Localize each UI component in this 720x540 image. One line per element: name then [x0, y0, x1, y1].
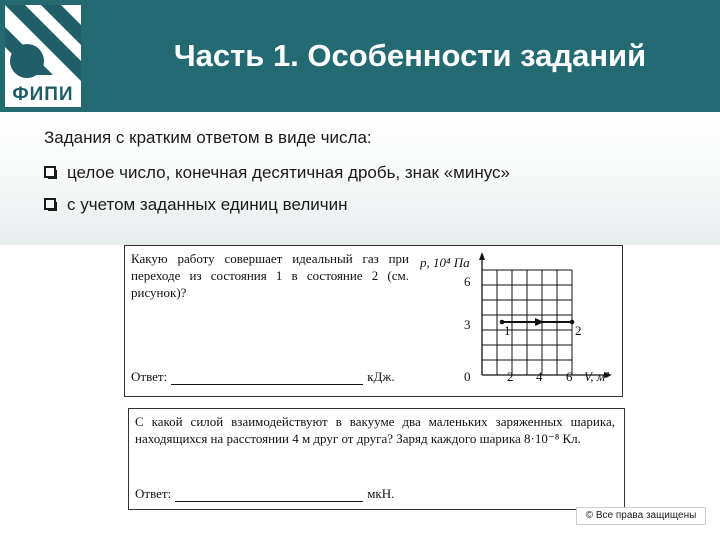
origin-label: 0: [464, 369, 471, 384]
y-tick-label: 6: [464, 274, 471, 289]
bullet-item: [44, 195, 348, 215]
pv-graph: [420, 250, 620, 392]
state-point-2: [570, 320, 575, 325]
task-card-coulomb: [128, 408, 625, 510]
header-bar: [0, 0, 720, 112]
answer-unit: мкН.: [367, 486, 395, 501]
answer-line[interactable]: [175, 501, 363, 502]
point-label-2: 2: [575, 323, 582, 338]
answer-label: Ответ:: [131, 369, 168, 384]
bullet-item: [44, 163, 510, 183]
bullet-text: с учетом заданных единиц величин: [67, 195, 348, 214]
checkbox-bullet-icon: [44, 198, 57, 211]
answer-unit: кДж.: [367, 369, 395, 384]
y-tick-label: 3: [464, 317, 471, 332]
x-tick-label: 2: [507, 369, 514, 384]
answer-label: Ответ:: [135, 486, 172, 501]
fipi-logo: [5, 5, 81, 107]
answer-row: [131, 369, 395, 385]
answer-line[interactable]: [171, 384, 363, 385]
x-tick-label: 6: [566, 369, 573, 384]
logo-text: ФИПИ: [12, 84, 74, 105]
process-arrow-icon: [535, 318, 544, 326]
intro-text: Задания с кратким ответом в виде числа:: [44, 128, 372, 147]
y-axis-label: p, 10⁴ Па: [420, 255, 470, 270]
bullet-text: целое число, конечная десятичная дробь, знак «минус»: [67, 163, 510, 182]
page-title: Часть 1. Особенности заданий: [173, 38, 647, 73]
task-question: С какой силой взаимодействуют в вакууме два маленьких заряженных шарика, находящихся на расстоянии 4 м друг от друга? Заряд каждого шарика 8·10⁻⁸ Кл.: [135, 414, 615, 446]
task-question: Какую работу совершает идеальный газ при переходе из состояния 1 в состояние 2 (см. рисунок)?: [131, 251, 409, 300]
copyright-notice: © Все права защищены: [576, 507, 706, 525]
checkbox-bullet-icon: [44, 166, 57, 179]
x-axis-label: V, м³: [584, 369, 609, 384]
point-label-1: 1: [504, 323, 511, 338]
task-card-gas-work: [124, 245, 623, 397]
answer-row: [135, 486, 394, 502]
y-axis-arrow-icon: [479, 252, 485, 260]
x-tick-label: 4: [536, 369, 543, 384]
